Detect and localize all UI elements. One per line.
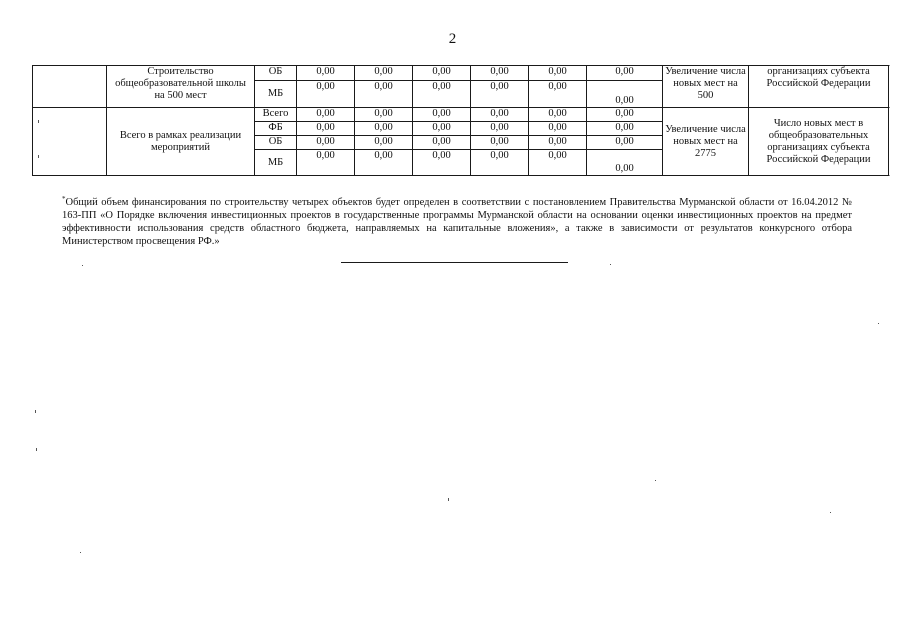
scan-speck <box>878 323 879 324</box>
source-cell: ОБ <box>255 66 297 81</box>
scan-speck <box>830 512 831 513</box>
value-cell: 0,00 <box>471 81 529 108</box>
value-cell: 0,00 <box>355 108 413 122</box>
source-cell: МБ <box>255 81 297 108</box>
value-cell: 0,00 <box>413 136 471 150</box>
value-cell: 0,00 <box>297 136 355 150</box>
value-cell: 0,00 <box>471 108 529 122</box>
scan-speck <box>38 155 39 158</box>
indicator-cell: организациях субъекта Российской Федерации <box>749 66 889 108</box>
value-cell: 0,00 <box>413 150 471 176</box>
activity-name-cell: Всего в рамках реализации мероприятий <box>107 108 255 176</box>
number-cell <box>33 108 107 176</box>
value-cell: 0,00 <box>355 66 413 81</box>
value-cell: 0,00 <box>355 136 413 150</box>
scan-speck <box>610 264 611 265</box>
result-cell: Увеличение числа новых мест на 2775 <box>663 108 749 176</box>
scan-speck <box>655 480 656 481</box>
value-cell: 0,00 <box>471 122 529 136</box>
value-cell: 0,00 <box>529 136 587 150</box>
scan-speck <box>80 552 81 553</box>
footnote-marker: * <box>62 195 66 203</box>
value-cell: 0,00 <box>297 81 355 108</box>
table-row <box>33 66 889 81</box>
value-cell: 0,00 <box>529 108 587 122</box>
value-cell: 0,00 <box>413 66 471 81</box>
number-cell <box>33 66 107 108</box>
value-cell: 0,00 <box>529 66 587 81</box>
value-cell: 0,00 <box>413 108 471 122</box>
value-cell: 0,00 <box>297 108 355 122</box>
value-cell: 0,00 <box>413 81 471 108</box>
value-cell: 0,00 <box>355 122 413 136</box>
source-cell: ОБ <box>255 136 297 150</box>
value-cell: 0,00 <box>587 150 663 176</box>
value-cell: 0,00 <box>587 136 663 150</box>
scan-speck <box>38 120 39 123</box>
source-cell: Всего <box>255 108 297 122</box>
footnote <box>62 193 852 248</box>
value-cell: 0,00 <box>587 81 663 108</box>
value-cell: 0,00 <box>297 150 355 176</box>
scan-speck <box>35 410 36 413</box>
result-cell: Увеличение числа новых мест на 500 <box>663 66 749 108</box>
value-cell: 0,00 <box>413 122 471 136</box>
footnote-text: Общий объем финансирования по строительству четырех объектов будет определен в соответствии с постановлением Правительства Мурманской области от 16.04.2012 № 163-ПП «О Порядке включения инвестиционных проектов в государственные программы Мурманской области на основании оценки инвестиционных проектов на предмет эффективности использования средств областного бюджета, направляемых на капитальные вложения», а также в зависимости от результатов конкурсного отбора Министерством просвещения РФ.» <box>62 197 852 247</box>
source-cell: ФБ <box>255 122 297 136</box>
value-cell: 0,00 <box>471 66 529 81</box>
indicator-cell: Число новых мест в общеобразовательных организациях субъекта Российской Федерации <box>749 108 889 176</box>
scan-speck <box>82 265 83 266</box>
footnote-end-rule <box>341 262 568 263</box>
value-cell: 0,00 <box>471 136 529 150</box>
value-cell: 0,00 <box>587 108 663 122</box>
value-cell: 0,00 <box>355 81 413 108</box>
value-cell: 0,00 <box>297 122 355 136</box>
value-cell: 0,00 <box>355 150 413 176</box>
value-cell: 0,00 <box>529 122 587 136</box>
value-cell: 0,00 <box>587 122 663 136</box>
value-cell: 0,00 <box>529 81 587 108</box>
value-cell: 0,00 <box>587 66 663 81</box>
source-cell: МБ <box>255 150 297 176</box>
activity-name-cell: Строительство общеобразовательной школы на 500 мест <box>107 66 255 108</box>
scan-speck <box>36 448 37 451</box>
scan-speck <box>448 498 449 501</box>
value-cell: 0,00 <box>529 150 587 176</box>
value-cell: 0,00 <box>471 150 529 176</box>
table-row <box>33 108 889 122</box>
page-number: 2 <box>448 31 457 47</box>
budget-table <box>32 65 889 176</box>
value-cell: 0,00 <box>297 66 355 81</box>
